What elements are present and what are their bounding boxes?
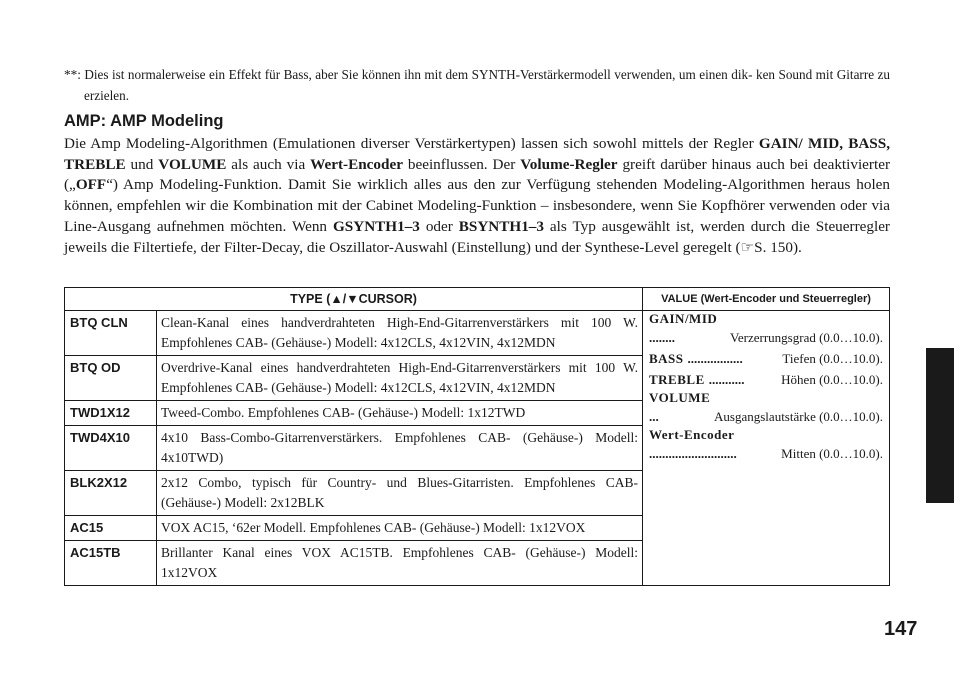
value-encoder [649,427,883,464]
section-heading: AMP: AMP Modeling [64,112,224,130]
table-header-row [65,288,890,311]
value-volume-label: VOLUME [649,390,711,405]
header-value: VALUE (Wert-Encoder und Steuerregler) [643,288,890,311]
amp-type-name: TWD4X10 [65,426,157,471]
value-bass-text: Tiefen (0.0…10.0). [782,351,883,366]
value-gain [649,311,883,348]
value-treble-label: TREBLE [649,372,705,387]
value-treble-dots: ........... [708,372,745,387]
section-body: Die Amp Modeling-Algorithmen (Emulationen diverser Verstärkertypen) lassen sich sowohl mittels der Regler GAIN/ MID, BASS, TREBLE und VOLUME als auch via Wert-Encoder beeinflussen. Der Volume-Regler greift darüber hinaus auch bei deaktivierter („OFF“) Amp Modeling-Funktion. Damit Sie wirklich alles aus den zur Verfügung stehenden Modeling-Algorithmen heraus holen können, empfehlen wir die Kombination mit der Cabinet Modeling-Funktion – insbesondere, wenn Sie Kopfhörer verwenden oder via Line-Ausgang aufnehmen möchten. Wenn GSYNTH1–3 oder BSYNTH1–3 als Typ ausgewählt ist, werden durch die Steuerregler jeweils die Filtertiefe, der Filter-Decay, die Oszillator-Auswahl (Einstellung) und der Synthese-Level geregelt (☞S. 150). [64,135,891,256]
amp-type-description: Brillanter Kanal eines VOX AC15TB. Empfohlenes CAB- (Gehäuse-) Modell: 1x12VOX [157,541,643,586]
value-encoder-label: Wert-Encoder [649,427,735,442]
amp-type-description: VOX AC15, ‘62er Modell. Empfohlenes CAB- (Gehäuse-) Modell: 1x12VOX [157,516,643,541]
amp-type-name: BLK2X12 [65,471,157,516]
header-type: TYPE (▲/▼CURSOR) [65,288,643,311]
value-bass-dots: ................. [687,351,743,366]
table-row [65,311,890,356]
value-gain-label: GAIN/MID [649,311,718,326]
amp-type-description: 4x10 Bass-Combo-Gitarrenverstärkers. Empfohlenes CAB- (Gehäuse-) Modell: 4x10TWD) [157,426,643,471]
value-bass-label: BASS [649,351,684,366]
amp-type-description: 2x12 Combo, typisch für Country- und Blues-Gitarristen. Empfohlenes CAB- (Gehäuse-) Modell: 2x12BLK [157,471,643,516]
footnote: **: Dies ist normalerweise ein Effekt für Bass, aber Sie können ihn mit dem SYNTH-Verstärkermodell verwenden, um einen dik- ken Sound mit Gitarre zu erzielen. [64,67,890,103]
amp-type-description: Tweed-Combo. Empfohlenes CAB- (Gehäuse-) Modell: 1x12TWD [157,401,643,426]
amp-type-name: BTQ CLN [65,311,157,356]
value-encoder-text: Mitten (0.0…10.0). [781,446,883,461]
value-bass [649,348,883,369]
value-treble [649,369,883,390]
value-volume [649,390,883,427]
page-number: 147 [884,618,918,640]
amp-type-name: AC15 [65,516,157,541]
amp-type-table [64,287,890,586]
amp-type-name: AC15TB [65,541,157,586]
amp-type-name: TWD1X12 [65,401,157,426]
value-volume-text: Ausgangslautstärke (0.0…10.0). [714,409,883,424]
value-gain-text: Verzerrungsgrad (0.0…10.0). [729,330,883,345]
amp-type-description: Overdrive-Kanal eines handverdrahteten High-End-Gitarrenverstärkers mit 100 W. Empfohlenes CAB- (Gehäuse-) Modell: 4x12CLS, 4x12VIN, 4x12MDN [157,356,643,401]
amp-type-description: Clean-Kanal eines handverdrahteten High-End-Gitarrenverstärkers mit 100 W. Empfohlenes CAB- (Gehäuse-) Modell: 4x12CLS, 4x12VIN, 4x12MDN [157,311,643,356]
value-cell [643,311,890,586]
value-treble-text: Höhen (0.0…10.0). [781,372,883,387]
value-volume-dots: ... [649,409,659,424]
amp-type-name: BTQ OD [65,356,157,401]
value-gain-dots: ........ [649,330,675,345]
chapter-tab-marker [926,348,954,503]
value-encoder-dots: ........................... [649,446,737,461]
